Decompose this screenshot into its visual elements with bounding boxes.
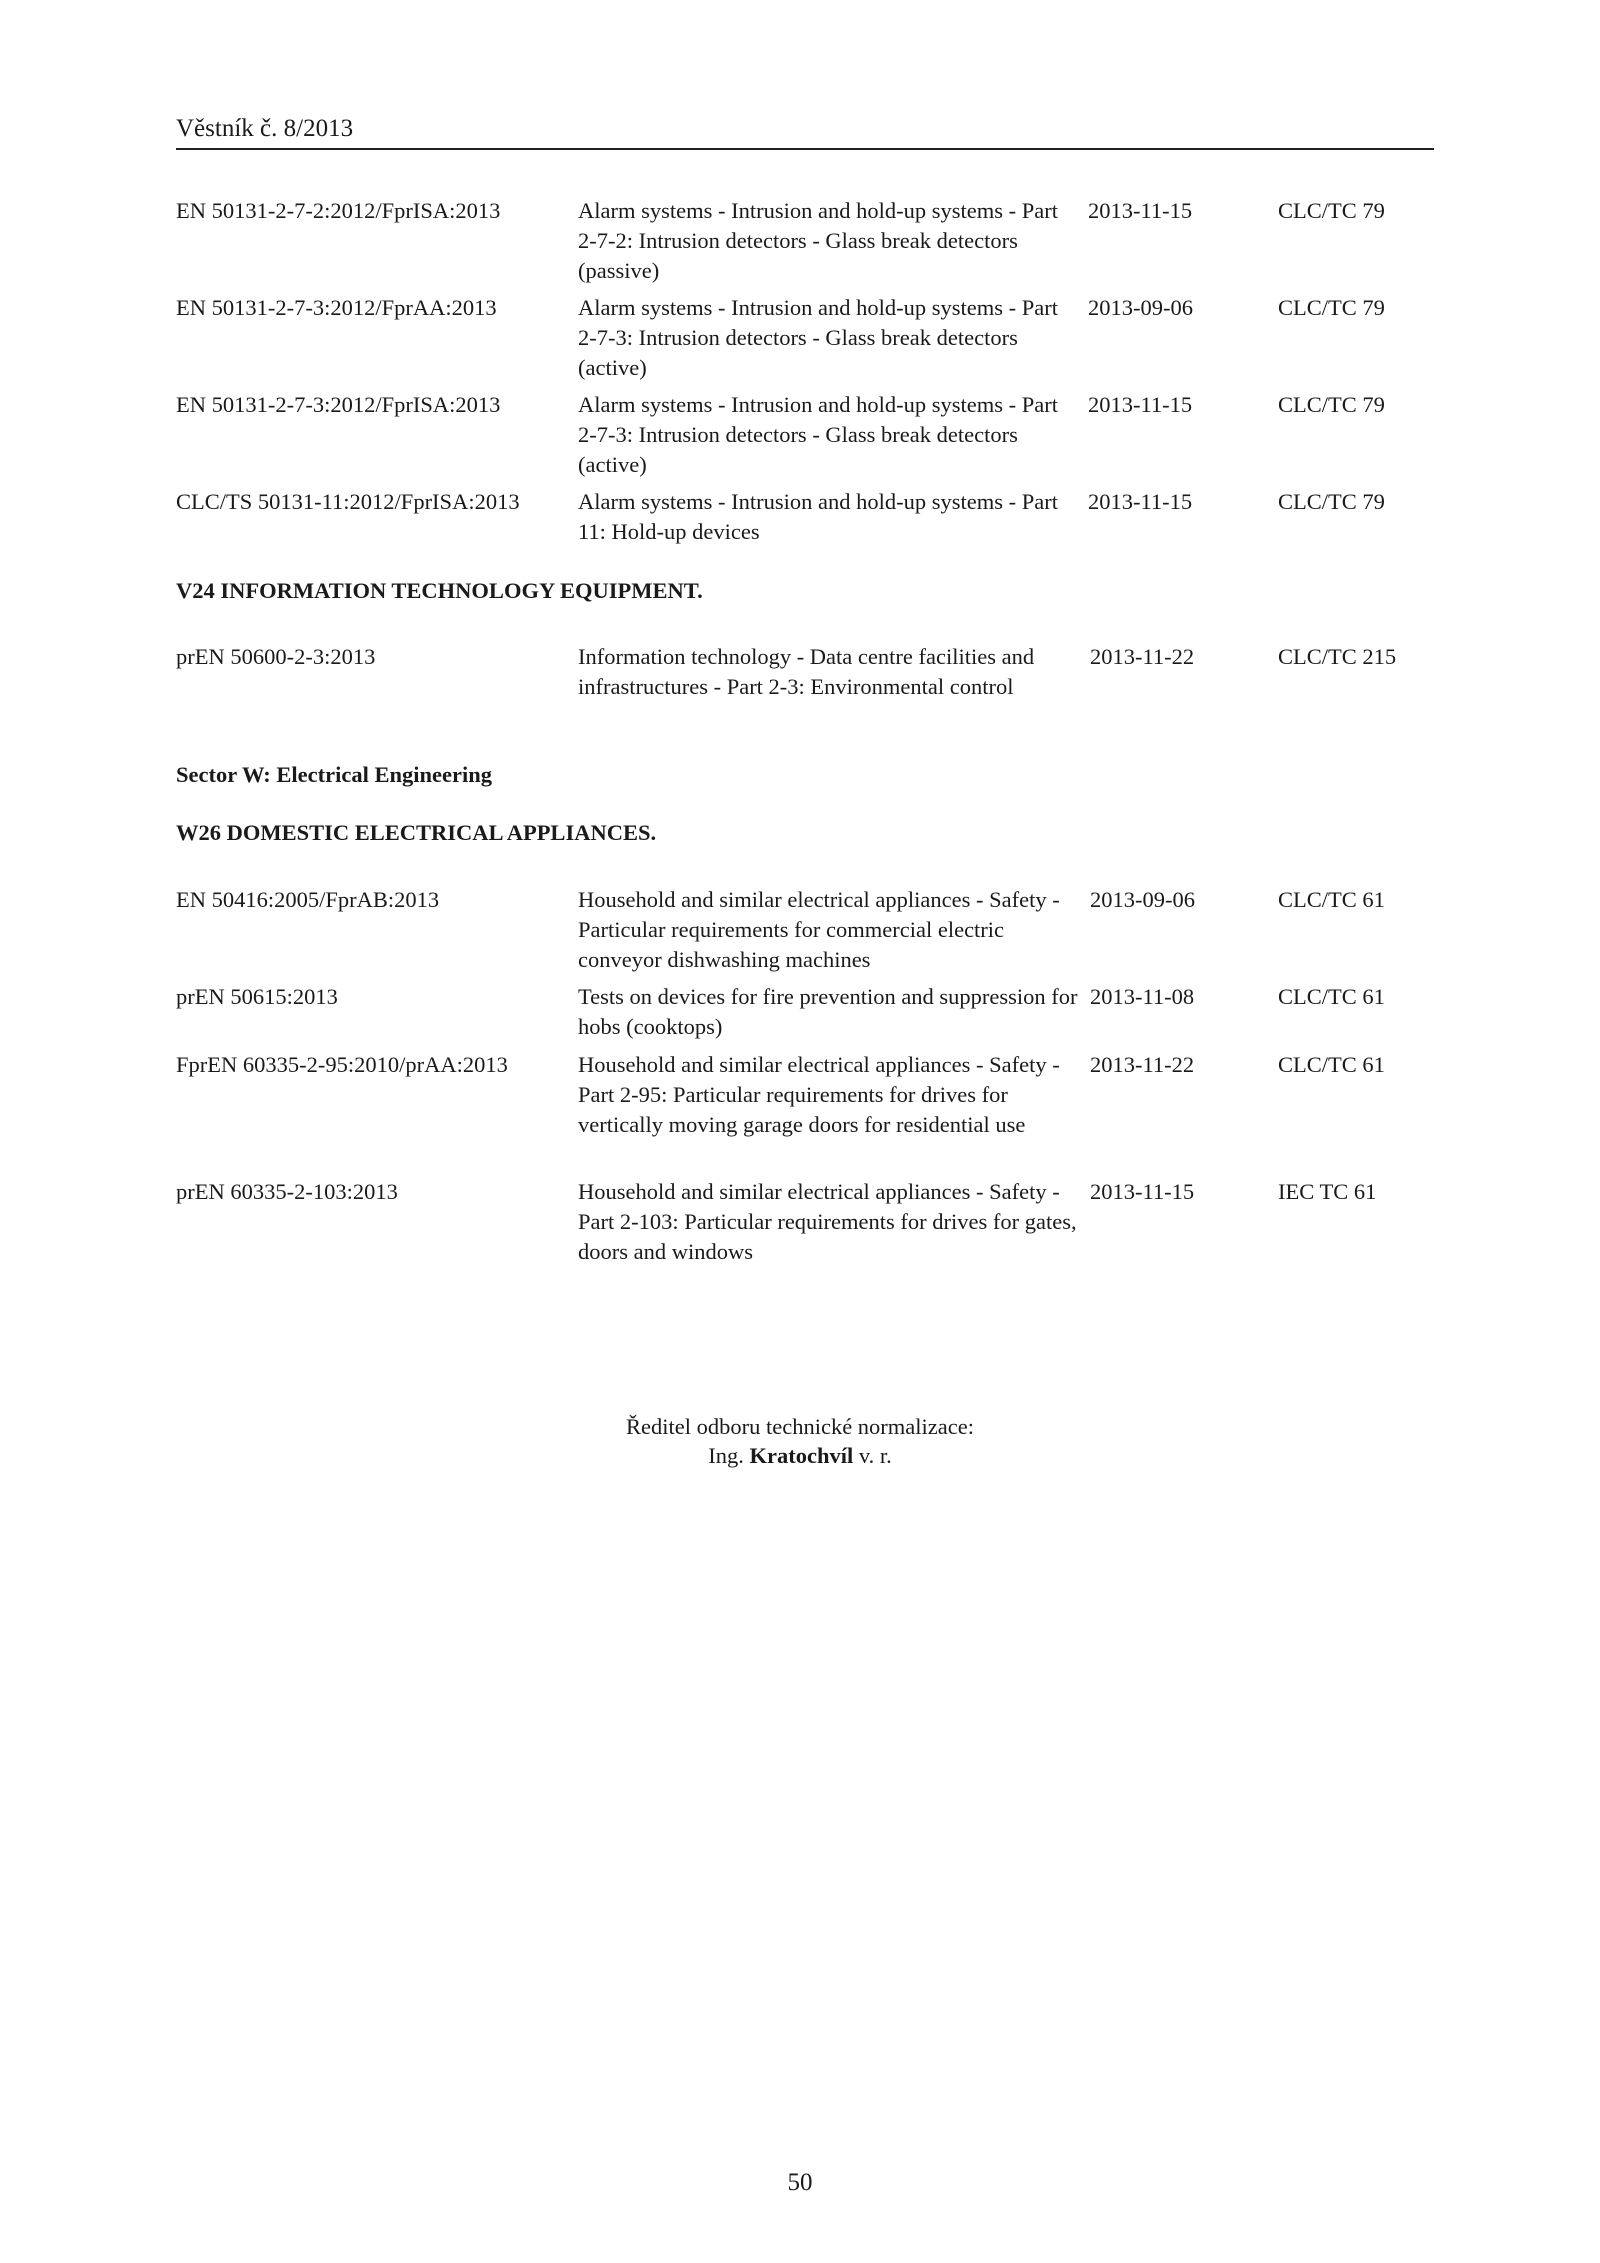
technical-committee: CLC/TC 61 xyxy=(1278,984,1385,1009)
standard-title: Alarm systems - Intrusion and hold-up systems - Part 2-7-3: Intrusion detectors - Glass break detectors (active) xyxy=(578,392,1058,477)
standard-code: EN 50416:2005/FprAB:2013 xyxy=(176,887,440,912)
standard-date: 2013-11-15 xyxy=(1088,392,1193,417)
standard-code: prEN 50615:2013 xyxy=(176,984,338,1009)
standard-code: prEN 60335-2-103:2013 xyxy=(176,1179,398,1204)
standard-date: 2013-11-08 xyxy=(1090,984,1195,1009)
technical-committee: CLC/TC 79 xyxy=(1278,198,1385,223)
page-header: Věstník č. 8/2013 xyxy=(176,112,1434,150)
technical-committee: IEC TC 61 xyxy=(1278,1179,1377,1204)
standard-title: Household and similar electrical appliances - Safety - Particular requirements for commercial electric conveyor dishwashing machines xyxy=(578,887,1060,972)
standard-code: prEN 50600-2-3:2013 xyxy=(176,644,376,669)
standard-date: 2013-11-15 xyxy=(1088,198,1193,223)
technical-committee: CLC/TC 79 xyxy=(1278,295,1385,320)
section-heading: W26 DOMESTIC ELECTRICAL APPLIANCES. xyxy=(176,820,657,845)
standard-date: 2013-09-06 xyxy=(1090,887,1195,912)
page-number: 50 xyxy=(787,2169,813,2196)
standard-date: 2013-11-22 xyxy=(1090,1052,1195,1077)
standard-date: 2013-11-15 xyxy=(1090,1179,1195,1204)
standard-date: 2013-09-06 xyxy=(1088,295,1193,320)
standard-title: Tests on devices for fire prevention and suppression for hobs (cooktops) xyxy=(578,984,1078,1039)
standard-code: EN 50131-2-7-3:2012/FprAA:2013 xyxy=(176,295,497,320)
section-heading: V24 INFORMATION TECHNOLOGY EQUIPMENT. xyxy=(176,578,703,603)
standard-title: Alarm systems - Intrusion and hold-up systems - Part 2-7-3: Intrusion detectors - Glass break detectors (active) xyxy=(578,295,1058,380)
technical-committee: CLC/TC 61 xyxy=(1278,887,1385,912)
standard-title: Household and similar electrical appliances - Safety - Part 2-103: Particular requirements for drives for gates, doors and windows xyxy=(578,1179,1077,1264)
standard-code: FprEN 60335-2-95:2010/prAA:2013 xyxy=(176,1052,508,1077)
standard-date: 2013-11-22 xyxy=(1090,644,1195,669)
signature-suffix: v. r. xyxy=(858,1443,892,1468)
technical-committee: CLC/TC 79 xyxy=(1278,392,1385,417)
signature-prefix: Ing. xyxy=(708,1443,744,1468)
standard-title: Alarm systems - Intrusion and hold-up systems - Part 11: Hold-up devices xyxy=(578,489,1058,544)
technical-committee: CLC/TC 61 xyxy=(1278,1052,1385,1077)
sector-heading: Sector W: Electrical Engineering xyxy=(176,762,492,787)
signature-name xyxy=(0,1441,1600,1471)
signature-title: Ředitel odboru technické normalizace: xyxy=(626,1414,974,1439)
standard-title: Household and similar electrical appliances - Safety - Part 2-95: Particular requirements for drives for vertically moving garage doors for residential use xyxy=(578,1052,1060,1137)
technical-committee: CLC/TC 215 xyxy=(1278,644,1397,669)
signature-surname: Kratochvíl xyxy=(749,1443,854,1468)
standard-date: 2013-11-15 xyxy=(1088,489,1193,514)
standard-code: EN 50131-2-7-2:2012/FprISA:2013 xyxy=(176,198,501,223)
standard-title: Alarm systems - Intrusion and hold-up systems - Part 2-7-2: Intrusion detectors - Glass break detectors (passive) xyxy=(578,198,1058,283)
standard-code: EN 50131-2-7-3:2012/FprISA:2013 xyxy=(176,392,501,417)
standard-title: Information technology - Data centre facilities and infrastructures - Part 2-3: Environmental control xyxy=(578,644,1035,699)
technical-committee: CLC/TC 79 xyxy=(1278,489,1385,514)
standard-code: CLC/TS 50131-11:2012/FprISA:2013 xyxy=(176,489,520,514)
